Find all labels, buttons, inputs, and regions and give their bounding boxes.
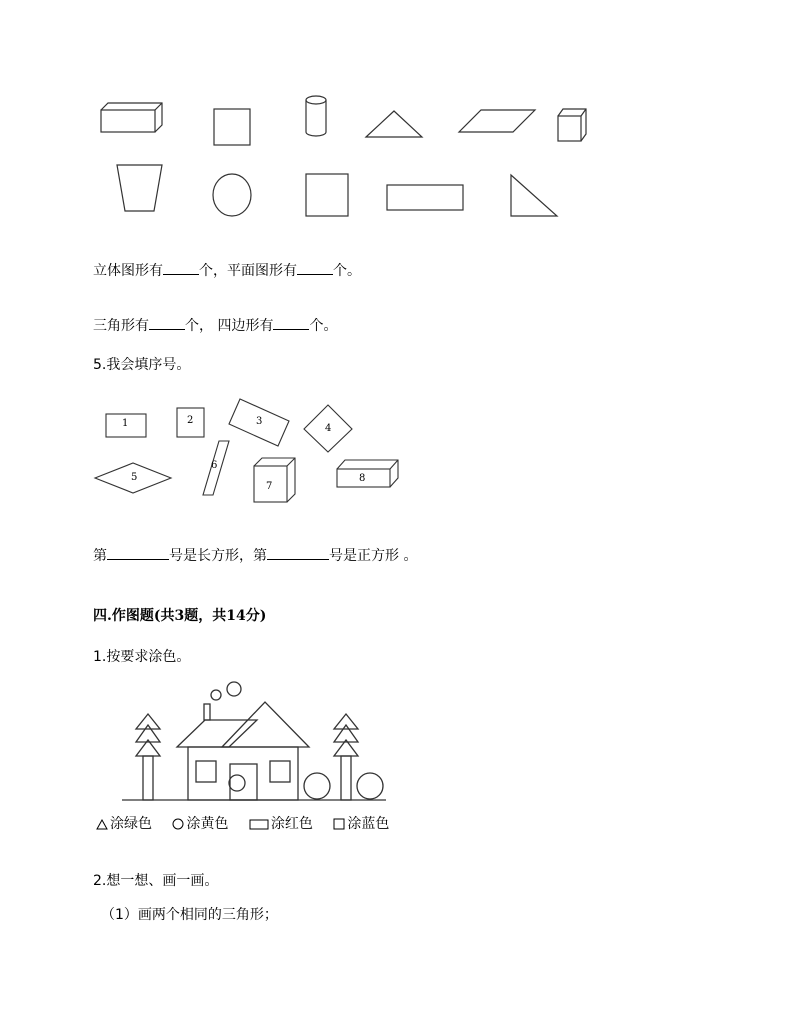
q5-shape-8 [337, 460, 398, 487]
answer-blank[interactable] [273, 315, 309, 330]
q5-label-2: 2 [187, 415, 194, 426]
q5-answer-b: 号是长方形，第 [169, 548, 267, 564]
cuboid-shape [101, 103, 162, 132]
q5-figure [95, 399, 398, 502]
q5-label-3: 3 [256, 416, 263, 427]
triangle-icon [96, 819, 108, 830]
rectangle-shape [387, 185, 463, 210]
circle-shape [213, 174, 251, 216]
q-text-1c: 个。 [333, 263, 361, 279]
q5-answer-line [93, 545, 417, 565]
section-heading: 四.作图题(共3题，共14分) [93, 608, 267, 624]
answer-blank[interactable] [149, 315, 185, 330]
q5-answer-a: 第 [93, 548, 107, 564]
rectangle-icon [249, 819, 269, 830]
answer-blank[interactable] [297, 260, 333, 275]
square-shape-2 [306, 174, 348, 216]
triangle-shape [366, 111, 422, 137]
house-picture [122, 682, 386, 800]
answer-blank[interactable] [267, 545, 329, 560]
legend-label: 涂红色 [270, 816, 313, 832]
trapezoid-shape [117, 165, 162, 211]
q1-title: 1.按要求涂色。 [93, 649, 191, 665]
solid-plane-question [93, 260, 361, 280]
circle-icon [172, 818, 184, 830]
q-text-1a: 立体图形有 [93, 263, 163, 279]
q5-answer-c: 号是正方形 。 [329, 548, 418, 564]
answer-blank[interactable] [107, 545, 169, 560]
cylinder-shape [306, 96, 326, 136]
color-legend [96, 815, 405, 833]
q5-label-8: 8 [359, 473, 366, 484]
q-text-1b: 个，平面图形有 [199, 263, 297, 279]
answer-blank[interactable] [163, 260, 199, 275]
parallelogram-shape [459, 110, 535, 132]
square-icon [333, 818, 345, 830]
q-text-2a: 三角形有 [93, 318, 149, 334]
legend-label: 涂绿色 [110, 816, 152, 832]
q5-label-4: 4 [325, 423, 332, 434]
q2-title: 2.想一想、画一画。 [93, 873, 219, 889]
legend-item [249, 815, 313, 833]
q5-label-5: 5 [131, 472, 138, 483]
q5-label-7: 7 [266, 481, 273, 492]
legend-item [172, 815, 228, 833]
square-shape [214, 109, 250, 145]
q2-sub1: （1）画两个相同的三角形； [101, 907, 278, 923]
q-text-2c: 个。 [309, 318, 338, 334]
q5-label-6: 6 [211, 460, 218, 471]
right-triangle-shape [511, 175, 557, 216]
legend-label: 涂蓝色 [347, 816, 390, 832]
q5-shape-7 [254, 458, 295, 502]
q5-label-1: 1 [122, 418, 129, 429]
triangle-quad-question [93, 315, 337, 335]
cube-shape [558, 109, 586, 141]
legend-label: 涂黄色 [186, 816, 229, 832]
q5-title: 5.我会填序号。 [93, 357, 191, 373]
legend-item [96, 815, 152, 833]
q-text-2b: 个， 四边形有 [185, 318, 274, 334]
legend-item [333, 815, 389, 833]
